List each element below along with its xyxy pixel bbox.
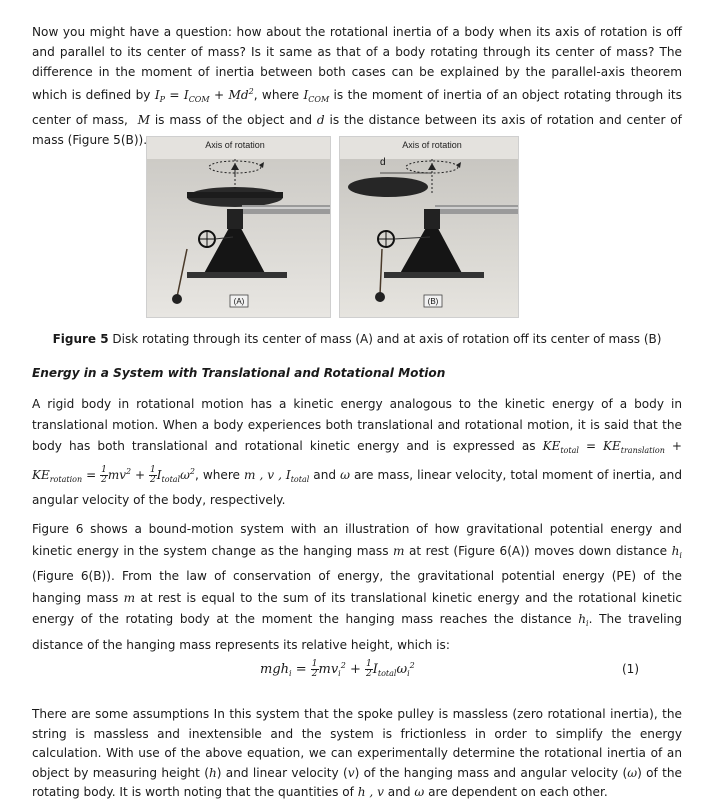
caption-label: Figure 5 xyxy=(52,332,109,346)
axis-label-a: Axis of rotation xyxy=(205,140,265,150)
para2-text-c: and xyxy=(313,468,337,482)
paragraph-conservation xyxy=(32,519,682,656)
distance-symbol: d xyxy=(316,113,325,127)
para4-text-f: are dependent on each other. xyxy=(428,785,608,799)
omega-symbol: ω xyxy=(340,468,350,482)
para3-text-b: at rest (Figure 6(A)) moves down distance xyxy=(409,543,668,558)
caption-text: Disk rotating through its center of mass (A) and at axis of rotation off its center of mass (B) xyxy=(108,332,662,346)
figure-tag-a: (A) xyxy=(233,297,245,306)
para2-text-d: are mass, linear velocity, total moment of inertia, and angular velocity of the body, respectively. xyxy=(32,468,682,507)
para4-text-c: ) of the hanging mass and angular velocity ( xyxy=(354,765,628,780)
para3-text-e: . The traveling distance of the hanging mass represents its relative height, which is: xyxy=(32,612,682,652)
section-heading: Energy in a System with Translational and Rotational Motion xyxy=(32,366,446,380)
figure-5a-photo xyxy=(146,136,331,318)
para1-text-e: mass of the object and xyxy=(169,113,313,127)
para3-text-a: Figure 6 shows a bound-motion system with an illustration of how gravitational potential energy and kinetic energy in the system change as the hanging mass xyxy=(32,522,682,558)
para1-text-d: is xyxy=(154,113,165,127)
para3-text-c: (Figure 6(B)). From the law of conservation of energy, the gravitational potential energy (PE) of the hanging mass xyxy=(32,569,682,605)
para4-text-a: There are some assumptions In this system that the spoke pulley is massless (zero rotational inertia), the string is massless and inextensible and the system is frictionless in order to simplify the energy calculation. With use of the above equation, we can experimentally determine the rotational inertia of an object by measuring height ( xyxy=(32,707,682,780)
para4-text-b: ) and linear velocity ( xyxy=(216,765,348,780)
h-v-symbols: h , v xyxy=(357,785,384,799)
symbols-m-v-i: m , v , $I_{total}$ xyxy=(244,468,310,484)
axis-label-b: Axis of rotation xyxy=(402,140,462,150)
m-symbol-1: m xyxy=(393,543,405,558)
m-symbol-2: m xyxy=(123,590,136,605)
d-label: d xyxy=(380,157,386,168)
v-symbol: v xyxy=(347,765,355,780)
para4-text-e: and xyxy=(387,785,411,799)
hi-symbol-2: $h_i$ xyxy=(578,612,589,628)
disk-center-apparatus-image xyxy=(147,137,330,317)
para1-text-c: is the moment of inertia of an object rotating through its center of mass, xyxy=(32,88,682,127)
parallel-axis-formula: $I_P = I_{COM} + Md^2$ xyxy=(154,87,254,104)
figure-5b-photo xyxy=(339,136,519,318)
omega-symbol-3: ω xyxy=(414,785,425,799)
icom-symbol: $I_{COM}$ xyxy=(303,88,330,104)
figure-tag-b: (B) xyxy=(427,297,439,306)
equation-1: mgh$_i$ = $\frac{1}{2}$ $mv_i^2$ + $\frac{1}{2}$ $I_{total}\omega_i^2$ xyxy=(260,659,415,679)
paragraph-parallel-axis xyxy=(32,22,682,150)
para1-text-a: Now you might have a question: how about the rotational inertia of a body when its axis of rotation is off and parallel to its center of mass? Is it same as that of a body rotating through its center of mass? The difference in the moment of inertia between both cases can be explained by the parallel-axis theorem which is defined by xyxy=(32,25,682,102)
para2-text-a: A rigid body in rotational motion has a kinetic energy analogous to the kinetic energy of a body in translational motion. When a body experiences both translational and rotational motion, it is said that the body has both translational and rotational kinetic energy and is expressed as xyxy=(32,397,682,453)
kinetic-energy-formula: $KE_{total} = KE_{translation} + KE_{rotation}$ = $\frac{1}{2}$ $mv^2$ + $\frac{1}{2}$ $I_{total}\omega^2$ xyxy=(32,439,682,485)
h-symbol: h xyxy=(208,765,217,780)
equation-number: (1) xyxy=(622,662,639,676)
para3-text-d: at rest is equal to the sum of its translational kinetic energy and the rotational kinetic energy of the rotating body at the moment the hanging mass reaches the distance xyxy=(32,590,682,626)
disk-offset-apparatus-image xyxy=(340,137,518,317)
figure-caption xyxy=(0,332,714,346)
paragraph-assumptions xyxy=(32,705,682,803)
omega-symbol-2: ω xyxy=(627,765,638,780)
paragraph-kinetic-energy: A rigid body in rotational motion has a kinetic energy analogous to the kinetic energy of a body in translational motion. When a body experiences both translational and rotational motion, it is said that the body has both translational and rotational kinetic energy and is expressed as $KE_{total} = KE_{translation} + KE_{rotation}$ = $\frac{1}{2}$ $mv^2$ + $\frac{1}{2}$ $I_{total}\omega^2$, where m , v , $I_{total}$ and ω are mass, linear velocity, total moment of inertia, and angular velocity of the body, respectively. xyxy=(32,397,682,507)
hi-symbol-1: $h_i$ xyxy=(671,543,682,560)
para2-text-b: where xyxy=(202,468,240,482)
para4-text-d: ) of the rotating body. It is worth noting that the quantities of xyxy=(32,765,682,799)
mass-symbol: M xyxy=(132,113,150,127)
para1-text-b: , where xyxy=(253,88,300,102)
para1-text-f: is the distance between its axis of rotation and center of mass (Figure 5(B)). xyxy=(32,113,682,147)
